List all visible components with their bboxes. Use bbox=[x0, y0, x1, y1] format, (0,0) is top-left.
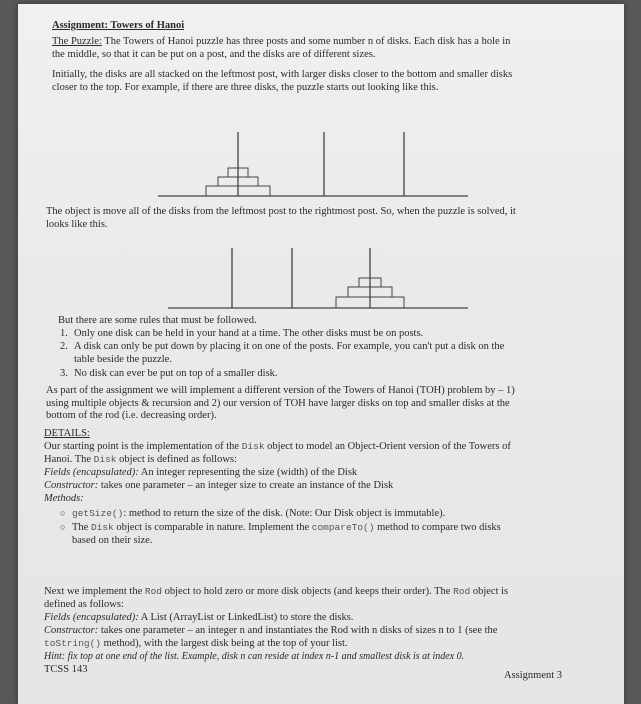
part-paragraph: As part of the assignment we will implement a different version of the Towers of Hanoi (TOH) problem by – 1) using multiple objects & recursion and 2) our version of TOH have larger disks on top and smaller disks at the bottom of the rod (i.e. decreasing order). bbox=[46, 385, 515, 421]
object-paragraph: The object is move all of the disks from the leftmost post to the rightmost post. So, when the puzzle is solved, it looks like this. bbox=[46, 206, 516, 230]
rod-hint: Hint: fix top at one end of the list. Example, disk n can reside at index n-1 and smallest disk is at index 0. bbox=[44, 651, 465, 662]
rule-item: 2. A disk can only be put down by placing it on one of the posts. For example, you can't put a disk on the table beside the puzzle. bbox=[60, 341, 505, 365]
rules-intro: But there are some rules that must be followed. bbox=[58, 315, 257, 326]
solved-state-diagram bbox=[168, 236, 468, 316]
rod-fields: Fields (encapsulated): A List (ArrayList or LinkedList) to store the disks. bbox=[44, 612, 354, 623]
rule-item: 1. Only one disk can be held in your hand at a time. The other disks must be on posts. bbox=[60, 328, 424, 339]
method-item: ○ getSize(): method to return the size of the disk. (Note: Our Disk object is immutable). bbox=[60, 508, 446, 519]
document-page bbox=[18, 4, 624, 704]
bullet-icon: ○ bbox=[60, 508, 66, 518]
initial-state-diagram bbox=[158, 112, 468, 202]
rod-paragraph: Next we implement the Rod object to hold zero or more disk objects (and keeps their order). The Rod object is defined as follows: bbox=[44, 586, 509, 610]
bullet-icon: ○ bbox=[60, 522, 66, 532]
disk-methods-label: Methods: bbox=[44, 493, 84, 504]
footer-course: TCSS 143 bbox=[44, 664, 88, 675]
rule-item: 3. No disk can ever be put on top of a smaller disk. bbox=[60, 368, 278, 379]
initially-paragraph: Initially, the disks are all stacked on the leftmost post, with larger disks closer to the bottom and smaller disks closer to the top. For example, if there are three disks, the puzzle starts out looking like this. bbox=[52, 69, 513, 93]
details-heading: DETAILS: bbox=[44, 428, 90, 439]
details-paragraph: Our starting point is the implementation of the Disk object to model an Object-Orient version of the Towers of Hanoi. The Disk object is defined as follows: bbox=[44, 441, 511, 465]
method-item: ○ The Disk object is comparable in nature. Implement the compareTo() method to compare two disks based on their size. bbox=[60, 522, 501, 546]
disk-fields: Fields (encapsulated): An integer representing the size (width) of the Disk bbox=[44, 467, 358, 478]
rod-constructor: Constructor: takes one parameter – an integer n and instantiates the Rod with n disks of sizes n to 1 (see the toString() method), with the largest disk being at the top of your list. bbox=[44, 625, 498, 649]
puzzle-paragraph: The Puzzle: The Towers of Hanoi puzzle has three posts and some number n of disks. Each disk has a hole in the middle, so that it can be put on a post, and the disks are of different sizes. bbox=[52, 36, 511, 60]
disk-constructor: Constructor: takes one parameter – an integer size to create an instance of the Disk bbox=[44, 480, 394, 491]
assignment-title: Assignment: Towers of Hanoi bbox=[52, 20, 185, 31]
footer-assignment: Assignment 3 bbox=[504, 670, 563, 681]
